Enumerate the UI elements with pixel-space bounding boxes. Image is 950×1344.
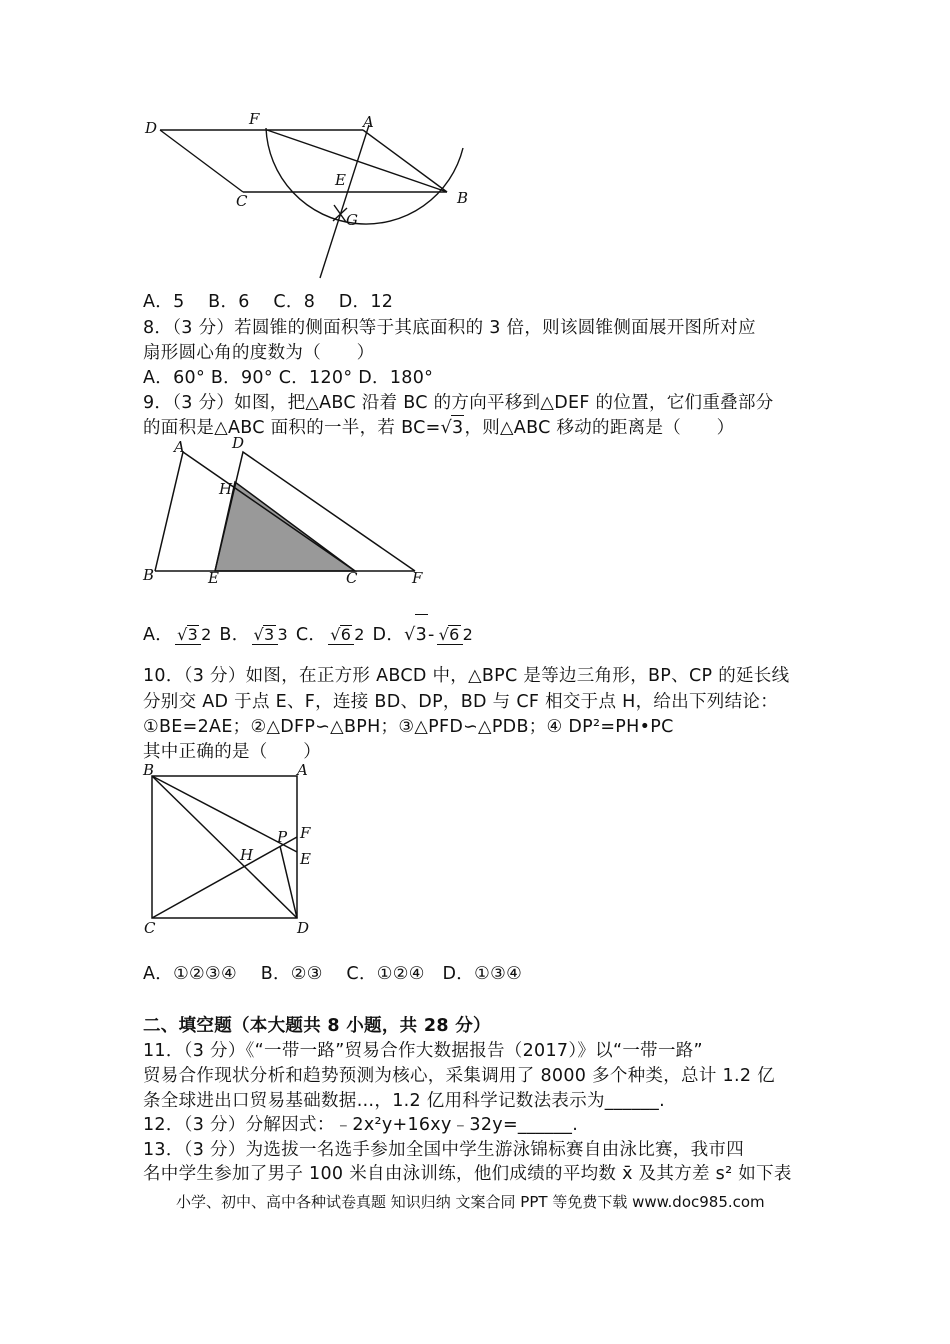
- q8-line2: 扇形圆心角的度数为（ ）: [143, 343, 375, 363]
- q9-option-d-label: D．: [372, 625, 405, 645]
- q10-line4: 其中正确的是（ ）: [143, 742, 321, 762]
- q11-line2: 贸易合作现状分析和趋势预测为核心，采集调用了 8000 多个种类，总计 1.2 亿: [143, 1066, 775, 1086]
- label-D: D: [145, 119, 158, 137]
- q10-line2: 分别交 AD 于点 E、F，连接 BD、DP，BD 与 CF 相交于点 H，给出下列结论：: [143, 692, 779, 712]
- label-C: C: [236, 192, 248, 210]
- q9-option-d-minus: -: [428, 625, 435, 645]
- q9-option-b-den: 3: [277, 625, 288, 644]
- label-C: C: [144, 919, 156, 937]
- q9-option-c-label: C．: [295, 625, 327, 645]
- q10-options: A．①②③④ B．②③ C．①②④ D．①③④: [143, 964, 523, 984]
- label-D: D: [297, 919, 310, 937]
- q9-option-d-frac: √6 2: [438, 625, 474, 644]
- q7-figure: [140, 110, 480, 285]
- q9-options: A． √3 2 B． √3 3 C． √6 2 D．√3- √6 2: [143, 614, 475, 655]
- q13-line1: 13．（3 分）为选拔一名选手参加全国中学生游泳锦标赛自由泳比赛，我市四: [143, 1140, 745, 1160]
- q9-option-d-rad: 3: [415, 614, 428, 655]
- q9-option-c-den: 2: [354, 625, 365, 644]
- label-E: E: [208, 569, 219, 587]
- label-B: B: [143, 761, 155, 779]
- q11-line1: 11．（3 分）《“一带一路”贸易合作大数据报告（2017）》以“一带一路”: [143, 1041, 703, 1061]
- label-H: H: [240, 846, 254, 864]
- q10-line1: 10．（3 分）如图，在正方形 ABCD 中，△BPC 是等边三角形，BP、CP 的延长线: [143, 666, 790, 686]
- label-C: C: [346, 569, 358, 587]
- q9-option-c-frac: √6 2: [330, 625, 365, 644]
- label-P: P: [277, 828, 288, 846]
- q9-line2-post: ，则△ABC 移动的距离是（ ）: [464, 418, 735, 438]
- q10-figure: [140, 760, 320, 940]
- q9-option-c-num: 6: [340, 625, 352, 644]
- q9-line1: 9．（3 分）如图，把△ABC 沿着 BC 的方向平移到△DEF 的位置，它们重叠部分: [143, 393, 774, 413]
- section2-heading: 二、填空题（本大题共 8 小题，共 28 分）: [143, 1016, 491, 1036]
- label-B: B: [143, 566, 155, 584]
- label-F: F: [300, 824, 311, 842]
- q9-option-d-num: 6: [449, 625, 460, 644]
- q9-figure: [140, 432, 440, 587]
- label-A: A: [297, 761, 308, 779]
- label-B: B: [457, 189, 469, 207]
- q9-option-b-frac: √3 3: [253, 625, 288, 644]
- q11-line3: 条全球进出口贸易基础数据…，1.2 亿用科学记数法表示为______.: [143, 1091, 665, 1111]
- q12-line1: 12．（3 分）分解因式：﹣2x²y+16xy﹣32y=______.: [143, 1115, 579, 1135]
- q9-option-a-den: 2: [201, 625, 212, 644]
- label-A: A: [174, 438, 185, 456]
- q9-option-a-frac: √3 2: [177, 625, 212, 644]
- q9-option-b-num: 3: [264, 625, 275, 644]
- label-E: E: [300, 850, 311, 868]
- q13-line2: 名中学生参加了男子 100 米自由泳训练，他们成绩的平均数 x̄ 及其方差 s² 如下表: [143, 1164, 792, 1184]
- q9-option-b-label: B．: [219, 625, 250, 645]
- label-F: F: [249, 110, 260, 128]
- label-E: E: [335, 171, 346, 189]
- q9-option-a-label: A．: [143, 625, 174, 645]
- q7-options: A．5 B．6 C．8 D．12: [143, 292, 394, 312]
- q8-options: A．60° B．90° C．120° D．180°: [143, 368, 434, 388]
- page-footer: 小学、初中、高中各种试卷真题 知识归纳 文案合同 PPT 等免费下载 www.doc985.com: [176, 1193, 765, 1211]
- label-G: G: [346, 211, 358, 229]
- label-D: D: [232, 434, 245, 452]
- label-F: F: [412, 569, 423, 587]
- q8-line1: 8．（3 分）若圆锥的侧面积等于其底面积的 3 倍，则该圆锥侧面展开图所对应: [143, 318, 756, 338]
- q9-option-a-num: 3: [187, 625, 199, 644]
- label-H: H: [219, 480, 233, 498]
- q10-line3: ①BE=2AE；②△DFP∽△BPH；③△PFD∽△PDB；④ DP²=PH•PC: [143, 717, 674, 737]
- q9-option-d-den: 2: [462, 625, 474, 644]
- q9-line2-rad: 3: [451, 415, 464, 440]
- q9-line2-pre: 的面积是△ABC 面积的一半，若 BC=: [143, 418, 441, 438]
- label-A: A: [363, 113, 374, 131]
- q9-line2: 的面积是△ABC 面积的一半，若 BC=√3，则△ABC 移动的距离是（ ）: [143, 415, 734, 440]
